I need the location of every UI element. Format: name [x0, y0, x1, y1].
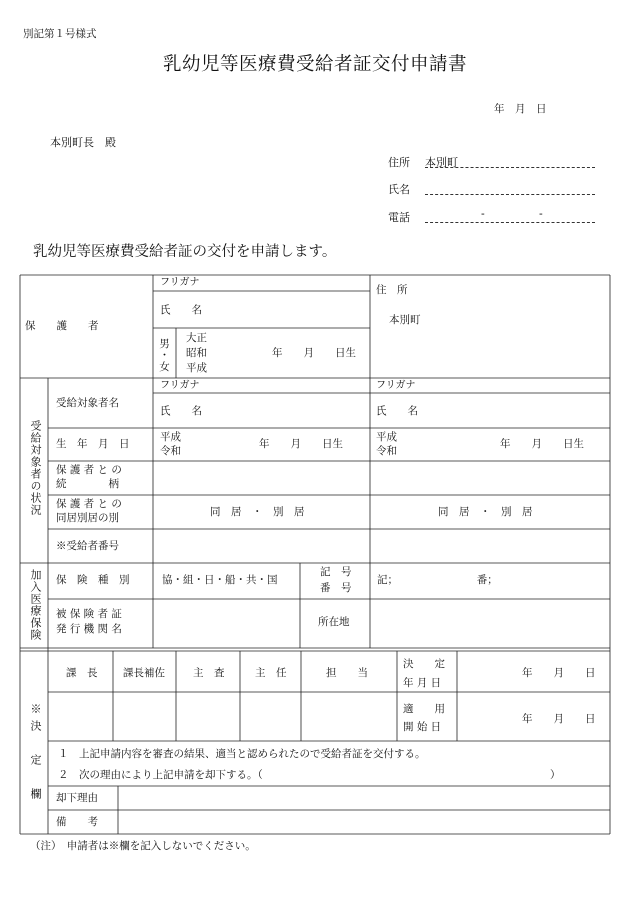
cohab-label-line1: 保 護 者 と の: [56, 498, 122, 510]
phone-separator-2: -: [539, 207, 543, 220]
application-date[interactable]: 年 月 日: [494, 103, 547, 115]
role-supervisor: 主 任: [255, 667, 287, 679]
role-staff: 担 当: [326, 667, 368, 679]
decision-section-label: ※決 定 欄: [29, 703, 42, 805]
guardian-name-label: 氏 名: [160, 304, 202, 316]
guardian-era-taisho[interactable]: 大正: [186, 332, 207, 344]
insurance-symbol-label-1: 記 号: [320, 566, 352, 578]
recipient-section-label: 受給対象者の状況: [29, 420, 42, 516]
recipient-name-label-2: 氏 名: [376, 405, 418, 417]
start-date-units: 年 月 日: [522, 713, 596, 725]
insurance-symbol-value[interactable]: 記； 番；: [377, 574, 498, 586]
cohab-options-2[interactable]: 同 居 ・ 別 居: [438, 506, 533, 518]
recipient-furigana-label-1: フリガナ: [160, 380, 200, 391]
start-date-label-2: 開 始 日: [403, 721, 442, 733]
phone-separator-1: -: [481, 207, 485, 220]
recipient-birth-units-1: 年 月 日生: [259, 438, 343, 450]
guardian-era-heisei[interactable]: 平成: [186, 362, 207, 374]
recipient-name-row-label: 受給対象者名: [56, 397, 119, 409]
applicant-name-label: 氏名: [388, 183, 410, 196]
recipient-era-reiwa-2[interactable]: 令和: [376, 445, 397, 457]
recipient-era-heisei-1[interactable]: 平成: [160, 431, 181, 443]
guardian-birth-units: 年 月 日生: [272, 347, 356, 359]
role-inspector: 主 査: [193, 667, 225, 679]
remarks-label: 備 考: [56, 816, 98, 828]
recipient-dob-label: 生 年 月 日: [56, 438, 130, 450]
applicant-address-value: 本別町: [425, 156, 458, 169]
guardian-sex-option[interactable]: 男・女: [158, 338, 170, 373]
guardian-furigana-label: フリガナ: [160, 277, 200, 288]
cohab-options-1[interactable]: 同 居 ・ 別 居: [210, 506, 305, 518]
applicant-address-label: 住所: [388, 156, 410, 169]
decision-item-reject-close: ）: [550, 769, 561, 781]
insurance-section-label: 加入医療保険: [29, 569, 42, 641]
guardian-section-label: 保 護 者: [25, 320, 99, 332]
cohab-label-line2: 同居別居の別: [56, 512, 119, 524]
role-section-chief: 課 長: [66, 667, 98, 679]
application-statement: 乳幼児等医療費受給者証の交付を申請します。: [33, 244, 337, 260]
issuer-location-label: 所在地: [318, 616, 350, 628]
recipient-era-reiwa-1[interactable]: 令和: [160, 445, 181, 457]
decision-date-label-1: 決 定: [403, 658, 445, 670]
relation-label-line1: 保 護 者 と の: [56, 464, 122, 476]
decision-item-approve[interactable]: １ 上記申請内容を審査の結果、適当と認められたので受給者証を交付する。: [58, 748, 426, 760]
start-date-label-1: 適 用: [403, 703, 445, 715]
recipient-name-label-1: 氏 名: [160, 405, 202, 417]
form-number: 別記第１号様式: [23, 28, 97, 40]
guardian-era-showa[interactable]: 昭和: [186, 347, 207, 359]
footnote: （注） 申請者は※欄を記入しないでください。: [30, 840, 256, 852]
issuer-label-line2: 発 行 機 関 名: [56, 623, 122, 635]
recipient-furigana-label-2: フリガナ: [376, 380, 416, 391]
page-title: 乳幼児等医療費受給者証交付申請書: [162, 54, 467, 75]
recipient-number-label: ※受給者番号: [56, 540, 119, 552]
recipient-birth-units-2: 年 月 日生: [500, 438, 584, 450]
insurance-symbol-label-2: 番 号: [320, 582, 352, 594]
applicant-phone-label: 電話: [388, 211, 410, 224]
rejection-reason-label: 却下理由: [56, 792, 98, 804]
guardian-address-value: 本別町: [389, 314, 421, 326]
insurance-type-options[interactable]: 協・組・日・船・共・国: [162, 574, 278, 586]
decision-date-label-2: 年 月 日: [403, 677, 442, 689]
decision-item-reject[interactable]: ２ 次の理由により上記申請を却下する。（: [58, 769, 263, 781]
decision-date-units: 年 月 日: [522, 667, 596, 679]
role-assistant-chief: 課長補佐: [123, 667, 165, 679]
guardian-address-label: 住 所: [376, 284, 408, 296]
recipient-era-heisei-2[interactable]: 平成: [376, 431, 397, 443]
relation-label-line2: 続 柄: [56, 478, 119, 490]
addressee: 本別町長 殿: [50, 136, 116, 149]
issuer-label-line1: 被 保 険 者 証: [56, 608, 122, 620]
insurance-type-label: 保 険 種 別: [56, 574, 130, 586]
